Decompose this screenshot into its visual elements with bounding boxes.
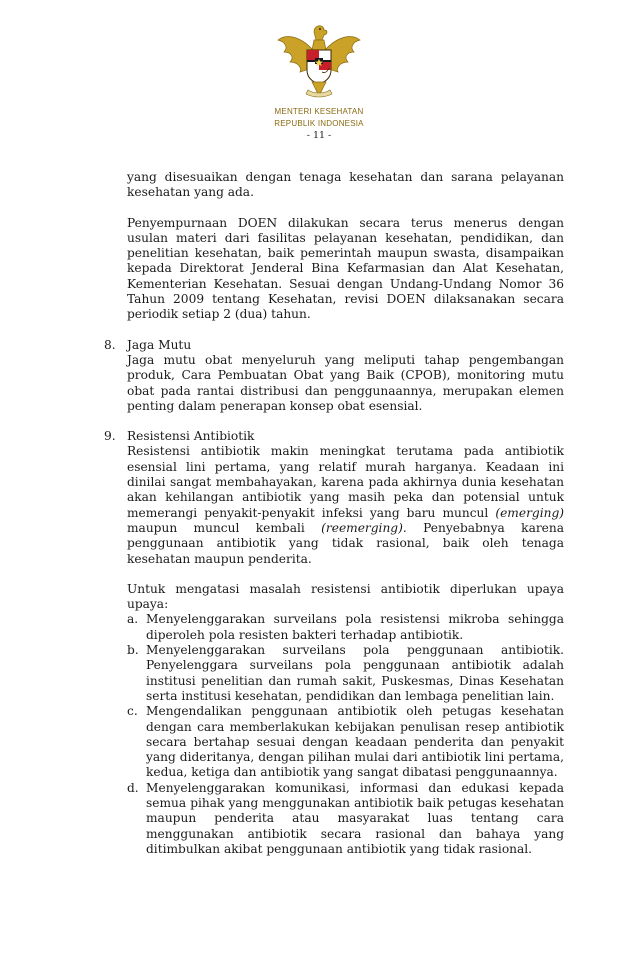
country-name: REPUBLIK INDONESIA xyxy=(274,119,364,128)
item-title: Resistensi Antibiotik xyxy=(127,429,255,444)
sub-item-text: Menyelenggarakan surveilans pola resistensi mikroba sehingga diperoleh pola resisten bakteri terhadap antibiotik. xyxy=(146,612,564,642)
garuda-emblem-icon xyxy=(276,18,362,104)
item-text: Jaga mutu obat menyeluruh yang meliputi tahap pengembangan produk, Cara Pembuatan Obat yang Baik (CPOB), monitoring mutu obat pada rantai distribusi dan penggunaannya, merupakan elemen penting dalam penerapan konsep obat esensial. xyxy=(127,352,564,413)
emphasis-emerging: (emerging) xyxy=(495,505,564,520)
page-number: - 11 - xyxy=(306,130,332,141)
emphasis-reemerging: (reemerging). xyxy=(321,520,407,535)
lead-text: Untuk mengatasi masalah resistensi antibiotik diperlukan upaya upaya: xyxy=(127,581,564,612)
intro-paragraph-2: Penyempurnaan DOEN dilakukan secara terus menerus dengan usulan materi dari fasilitas pelayanan kesehatan, pendidikan, dan penelitian kesehatan, baik pemerintah maupun swasta, disampaikan kepada Direktorat Jenderal Bina Kefarmasian dan Alat Kesehatan, Kementerian Kesehatan. Sesuai dengan Undang-Undang Nomor 36 Tahun 2009 tentang Kesehatan, revisi DOEN dilaksanakan secara periodik setiap 2 (dua) tahun. xyxy=(127,215,564,322)
list-item-9 xyxy=(104,429,564,612)
sub-item-letter: a. xyxy=(127,612,139,627)
sub-item-text: Mengendalikan penggunaan antibiotik oleh petugas kesehatan dengan cara memberlakukan kebijakan penulisan resep antibiotik secara bertahap sesuai dengan keadaan penderita dan penyakit yang dideritanya, dengan pilihan mulai dari antibiotik lini pertama, kedua, ketiga dan antibiotik yang sangat dibatasi penggunaannya. xyxy=(146,704,564,780)
sub-item-letter: d. xyxy=(127,780,139,795)
intro-paragraph-1: yang disesuaikan dengan tenaga kesehatan dan sarana pelayanan kesehatan yang ada. xyxy=(127,170,564,200)
ministry-name: MENTERI KESEHATAN xyxy=(274,107,364,116)
sub-item-text: Menyelenggarakan komunikasi, informasi dan edukasi kepada semua pihak yang menggunakan antibiotik baik petugas kesehatan maupun penderita atau masyarakat luas tentang cara menggunakan antibiotik secara rasional dan bahaya yang ditimbulkan akibat penggunaan antibiotik yang tidak rasional. xyxy=(146,780,564,856)
sub-item-a xyxy=(104,612,564,643)
sub-item-text: Menyelenggarakan surveilans pola penggunaan antibiotik. Penyelenggara surveilans pola penggunaan antibiotik adalah institusi penelitian dan rumah sakit, Puskesmas, Dinas Kesehatan serta institusi kesehatan, pendidikan dan lembaga penelitian lain. xyxy=(146,643,564,703)
text-segment: maupun muncul kembali xyxy=(127,520,322,535)
letterhead xyxy=(0,0,638,145)
text-segment: Resistensi antibiotik makin meningkat terutama pada antibiotik esensial lini pertama, yang relatif murah harganya. Keadaan ini dinilai sangat membahayakan, karena pada akhirnya dunia kesehatan akan kehilangan antibiotik yang masih peka dan potensial untuk memerangi penyakit-penyakit infeksi yang baru muncul xyxy=(127,444,564,520)
item-title: Jaga Mutu xyxy=(127,337,192,352)
item-text xyxy=(127,444,564,566)
sub-item-letter: b. xyxy=(127,643,139,658)
sub-item-letter: c. xyxy=(127,704,138,719)
sub-item-d xyxy=(104,781,564,857)
list-item-8 xyxy=(104,338,564,414)
sub-item-c xyxy=(104,704,564,780)
item-number: 9. xyxy=(104,429,116,444)
document-body xyxy=(104,170,564,857)
text-segment: Penyebabnya karena penggunaan antibiotik yang tidak rasional, baik oleh tenaga kesehatan maupun penderita. xyxy=(127,520,564,566)
item-number: 8. xyxy=(104,337,116,352)
sub-item-b xyxy=(104,643,564,704)
